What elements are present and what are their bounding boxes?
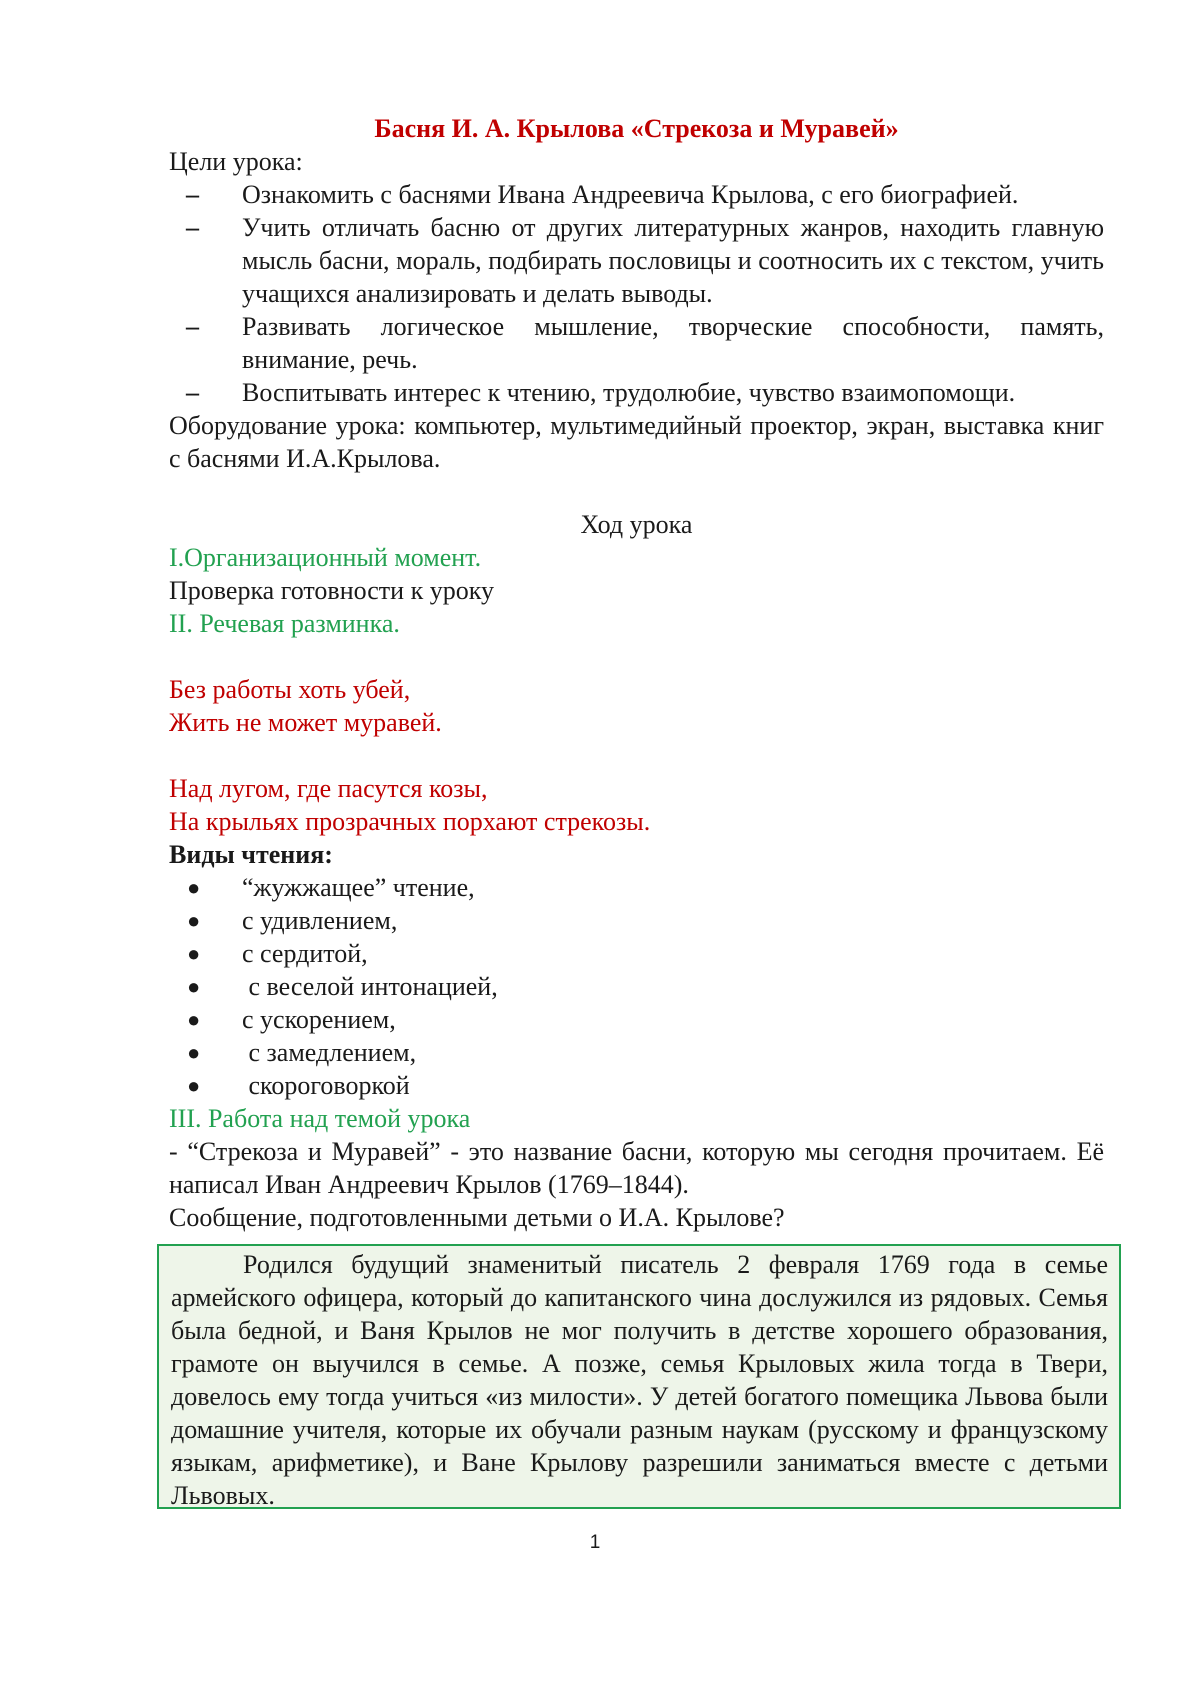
list-item: ● с ускорением,	[187, 1005, 396, 1034]
bullet-marker: ●	[187, 941, 201, 966]
verse-line: На крыльях прозрачных порхают стрекозы.	[169, 807, 651, 836]
list-item: ● “жужжащее” чтение,	[187, 873, 475, 902]
goals-list	[169, 178, 1104, 409]
spacer	[169, 475, 1104, 508]
list-item: ● с сердитой,	[187, 939, 368, 968]
verse-line: Жить не может муравей.	[169, 708, 442, 737]
message-question: Сообщение, подготовленными детьми о И.А. Крылове?	[169, 1203, 785, 1232]
dash-marker: –	[186, 312, 199, 341]
bullet-marker: ●	[187, 908, 201, 933]
verse-line: Над лугом, где пасутся козы,	[169, 774, 488, 803]
dash-marker: –	[186, 378, 199, 407]
dash-marker: –	[186, 213, 199, 242]
section-text: - “Стрекоза и Муравей” - это название басни, которую мы сегодня прочитаем. Её написал Иван Андреевич Крылов (1769–1844).	[169, 1137, 1104, 1199]
section-heading: I.Организационный момент.	[169, 543, 482, 572]
reading-types-list	[169, 871, 1104, 1102]
content	[169, 112, 1104, 1234]
list-item: ● с веселой интонацией,	[187, 972, 498, 1001]
verse-line: Без работы хоть убей,	[169, 675, 411, 704]
list-item: – Учить отличать басню от других литературных жанров, находить главную мысль басни, мораль, подбирать пословицы и соотносить их с текстом, учить учащихся анализировать и делать выводы.	[186, 213, 1104, 308]
section-text: Проверка готовности к уроку	[169, 576, 494, 605]
list-item: – Воспитывать интерес к чтению, трудолюбие, чувство взаимопомощи.	[186, 378, 1016, 407]
list-item: – Развивать логическое мышление, творческие способности, память, внимание, речь.	[186, 312, 1104, 374]
bullet-marker: ●	[187, 1007, 201, 1032]
dash-marker: –	[186, 180, 199, 209]
list-item: – Ознакомить с баснями Ивана Андреевича Крылова, с его биографией.	[186, 180, 1019, 209]
biography-text: Родился будущий знаменитый писатель 2 февраля 1769 года в семье армейского офицера, который до капитанского чина дослужился из рядовых. Семья была бедной, и Ваня Крылов не мог получить в детстве хорошего образования, грамоте он выучился в семье. А позже, семья Крыловых жила тогда в Твери, довелось ему тогда учиться «из милости». У детей богатого помещика Львова были домашние учителя, которые их обучали разным наукам (русскому и французскому языкам, арифметике), и Ване Крылову разрешили заниматься вместе с детьми Львовых.	[171, 1250, 1108, 1510]
page-title: Басня И. А. Крылова «Стрекоза и Муравей»	[374, 114, 899, 143]
goals-heading: Цели урока:	[169, 147, 303, 176]
bullet-marker: ●	[187, 875, 201, 900]
bullet-marker: ●	[187, 1040, 201, 1065]
page-number: 1	[589, 1532, 601, 1553]
reading-types-heading: Виды чтения:	[169, 840, 333, 869]
list-item: ● с удивлением,	[187, 906, 398, 935]
list-item: ● с замедлением,	[187, 1038, 417, 1067]
biography-box	[157, 1244, 1121, 1509]
spacer	[169, 640, 1104, 673]
lesson-heading: Ход урока	[580, 510, 693, 539]
bullet-marker: ●	[187, 1073, 201, 1098]
section-heading: II. Речевая разминка.	[169, 609, 400, 638]
spacer	[169, 739, 1104, 772]
equipment-text: Оборудование урока: компьютер, мультимедийный проектор, экран, выставка книг с баснями И.А.Крылова.	[169, 411, 1104, 473]
bullet-marker: ●	[187, 974, 201, 999]
section-heading: III. Работа над темой урока	[169, 1104, 471, 1133]
list-item: ● скороговоркой	[187, 1071, 410, 1100]
